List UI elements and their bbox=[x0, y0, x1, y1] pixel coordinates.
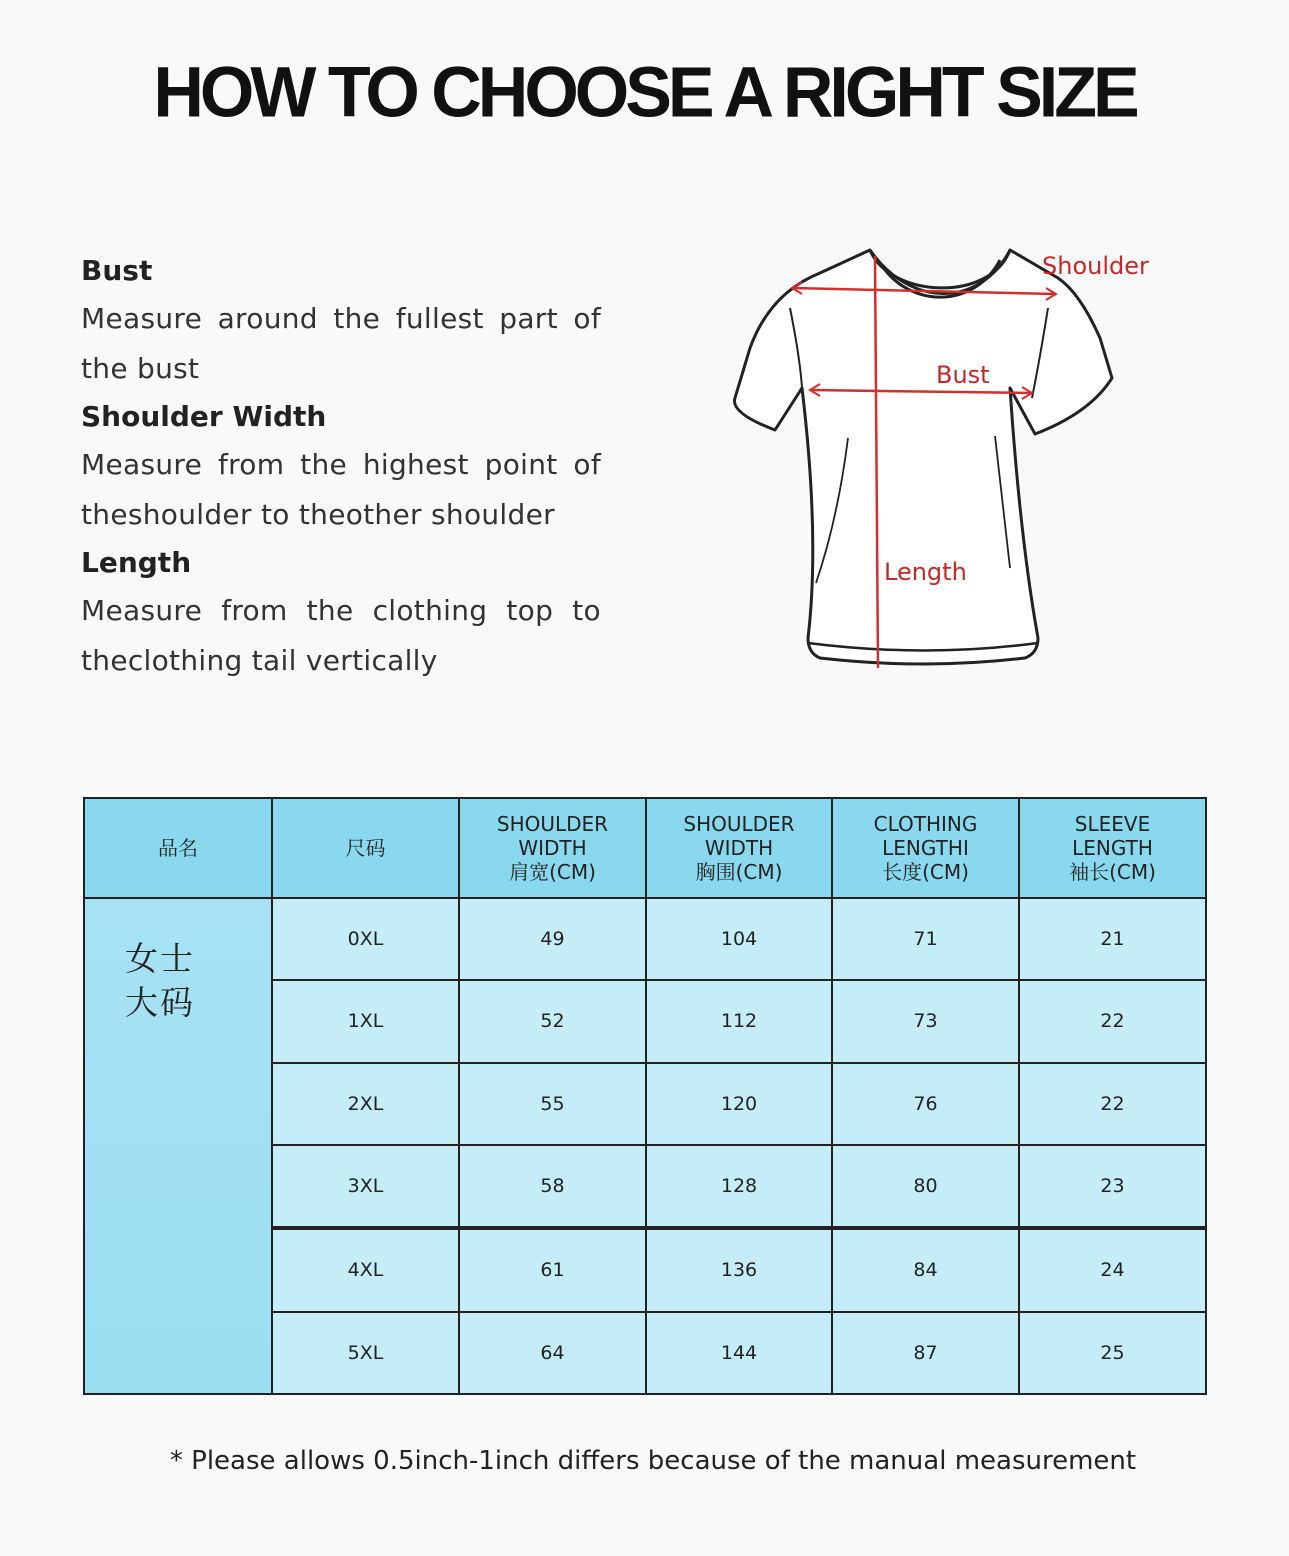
table-header-row bbox=[84, 798, 1206, 898]
length-cell: 71 bbox=[832, 898, 1019, 980]
category-cell: 女士 大码 bbox=[84, 898, 272, 1394]
bust-desc-line-2: the bust bbox=[81, 352, 200, 385]
shoulder-desc-line-2: theshoulder to theother shoulder bbox=[81, 498, 555, 531]
shoulder-cell: 52 bbox=[459, 980, 646, 1062]
length-heading: Length bbox=[81, 546, 192, 579]
header-shoulder-width: SHOULDER WIDTH 肩宽(CM) bbox=[459, 798, 646, 898]
shoulder-cell: 64 bbox=[459, 1312, 646, 1394]
length-label: Length bbox=[884, 558, 967, 586]
tshirt-svg bbox=[720, 238, 1180, 678]
size-cell: 5XL bbox=[272, 1312, 459, 1394]
sleeve-cell: 24 bbox=[1019, 1228, 1206, 1311]
bust-desc-line-1: Measure around the fullest part of bbox=[81, 302, 601, 335]
length-desc-line-1: Measure from the clothing top to bbox=[81, 594, 601, 627]
bust-cell: 112 bbox=[646, 980, 832, 1062]
header-product-name: 品名 bbox=[84, 798, 272, 898]
sleeve-cell: 25 bbox=[1019, 1312, 1206, 1394]
size-cell: 3XL bbox=[272, 1145, 459, 1228]
header-size: 尺码 bbox=[272, 798, 459, 898]
bust-cell: 128 bbox=[646, 1145, 832, 1228]
table-row bbox=[84, 898, 1206, 980]
length-cell: 87 bbox=[832, 1312, 1019, 1394]
length-cell: 80 bbox=[832, 1145, 1019, 1228]
shoulder-cell: 55 bbox=[459, 1063, 646, 1145]
header-clothing-length: CLOTHING LENGTHI 长度(CM) bbox=[832, 798, 1019, 898]
size-cell: 1XL bbox=[272, 980, 459, 1062]
shoulder-heading: Shoulder Width bbox=[81, 400, 327, 433]
shoulder-cell: 58 bbox=[459, 1145, 646, 1228]
shoulder-desc-line-1: Measure from the highest point of bbox=[81, 448, 601, 481]
measurement-note: * Please allows 0.5inch-1inch differs because of the manual measurement bbox=[169, 1446, 1137, 1476]
shoulder-cell: 49 bbox=[459, 898, 646, 980]
length-cell: 73 bbox=[832, 980, 1019, 1062]
size-chart-table bbox=[83, 797, 1207, 1395]
sleeve-cell: 23 bbox=[1019, 1145, 1206, 1228]
size-cell: 0XL bbox=[272, 898, 459, 980]
header-bust: SHOULDER WIDTH 胸围(CM) bbox=[646, 798, 832, 898]
measurement-guide bbox=[81, 248, 601, 686]
sleeve-cell: 22 bbox=[1019, 1063, 1206, 1145]
bust-cell: 120 bbox=[646, 1063, 832, 1145]
sleeve-cell: 21 bbox=[1019, 898, 1206, 980]
sleeve-cell: 22 bbox=[1019, 980, 1206, 1062]
bust-cell: 136 bbox=[646, 1228, 832, 1311]
tshirt-diagram bbox=[720, 238, 1180, 678]
header-sleeve-length: SLEEVE LENGTH 袖长(CM) bbox=[1019, 798, 1206, 898]
bust-heading: Bust bbox=[81, 254, 153, 287]
bust-cell: 104 bbox=[646, 898, 832, 980]
size-cell: 4XL bbox=[272, 1228, 459, 1311]
length-cell: 76 bbox=[832, 1063, 1019, 1145]
bust-cell: 144 bbox=[646, 1312, 832, 1394]
length-cell: 84 bbox=[832, 1228, 1019, 1311]
page-title: HOW TO CHOOSE A RIGHT SIZE bbox=[153, 52, 1136, 132]
length-desc-line-2: theclothing tail vertically bbox=[81, 644, 438, 677]
shoulder-label: Shoulder bbox=[1042, 252, 1149, 280]
size-cell: 2XL bbox=[272, 1063, 459, 1145]
shoulder-cell: 61 bbox=[459, 1228, 646, 1311]
bust-label: Bust bbox=[936, 361, 990, 389]
